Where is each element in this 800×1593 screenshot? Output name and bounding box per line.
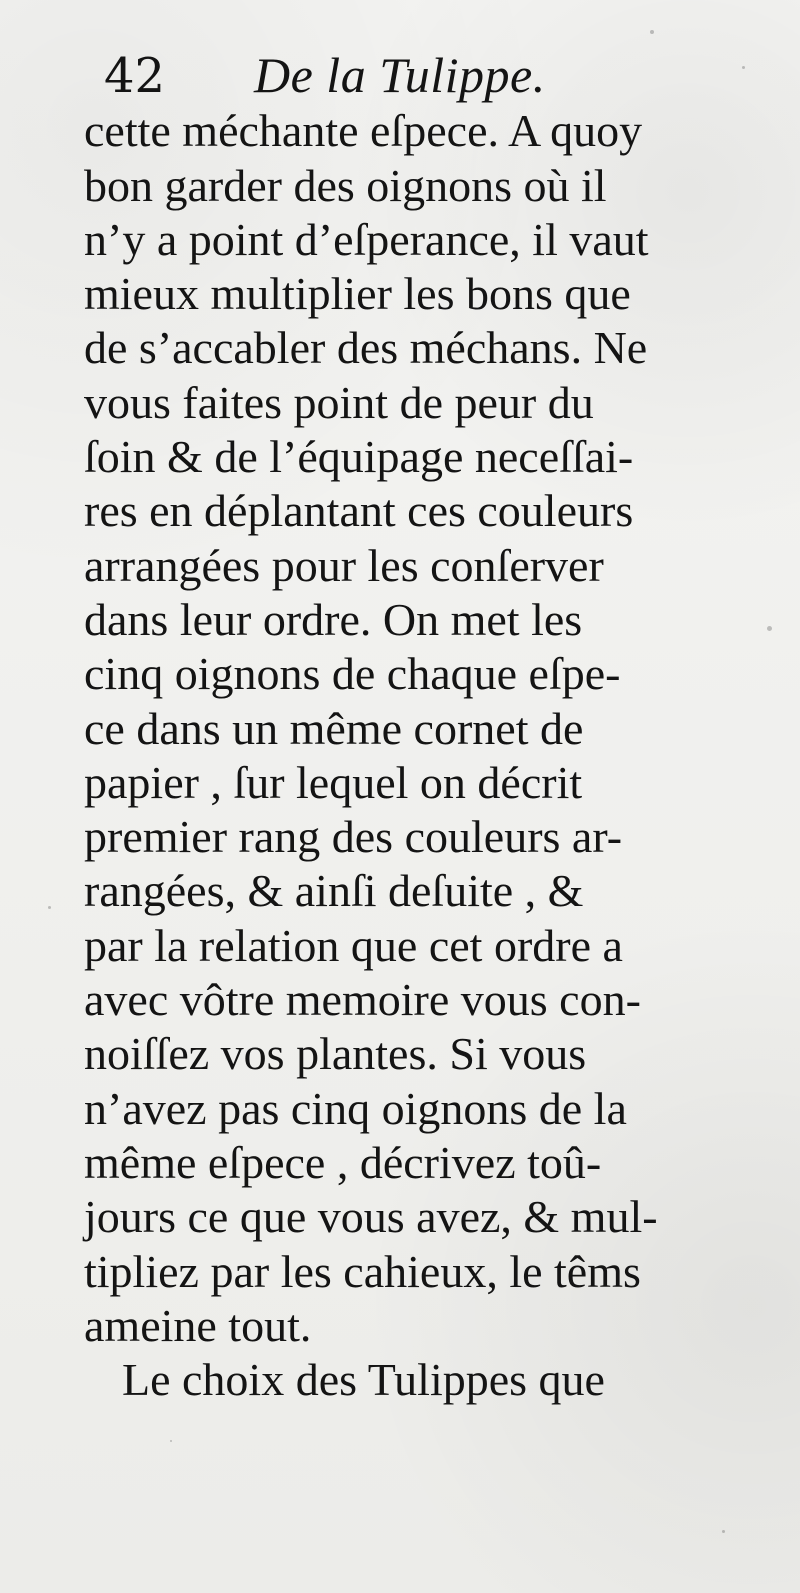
text-line bbox=[84, 154, 724, 211]
text-line bbox=[84, 1023, 724, 1080]
line-text: par la relation que cet ordre a bbox=[84, 919, 623, 971]
line-text: cinq oignons de chaque eſpe- bbox=[84, 648, 621, 700]
text-line bbox=[84, 426, 724, 483]
text-line bbox=[84, 480, 724, 537]
text-line bbox=[84, 643, 724, 700]
paper-speck bbox=[170, 1440, 172, 1442]
body-text bbox=[84, 100, 724, 1406]
line-text: rangées, & ainſi deſuite , & bbox=[84, 865, 584, 917]
line-text: noiſſez vos plantes. Si vous bbox=[84, 1028, 587, 1080]
paper-speck bbox=[48, 906, 51, 909]
paper-speck bbox=[767, 626, 772, 631]
line-text: dans leur ordre. On met les bbox=[84, 593, 583, 645]
text-line bbox=[84, 697, 724, 754]
line-text: premier rang des couleurs ar- bbox=[84, 811, 623, 863]
line-text: cette méchante eſpece. A quoy bbox=[84, 105, 643, 157]
text-line bbox=[84, 317, 724, 374]
line-text: bon garder des oignons où il bbox=[84, 159, 607, 211]
line-text: de s’accabler des méchans. Ne bbox=[84, 322, 648, 374]
line-text: n’avez pas cinq oignons de la bbox=[84, 1082, 627, 1134]
text-line bbox=[84, 752, 724, 806]
line-text: ameine tout. bbox=[84, 1299, 312, 1351]
line-text: res en déplantant ces couleurs bbox=[84, 485, 634, 537]
line-text: avec vôtre memoire vous con- bbox=[84, 974, 641, 1026]
text-line bbox=[84, 860, 724, 917]
paper-speck bbox=[722, 1530, 725, 1533]
line-text: n’y a point d’eſperance, il vaut bbox=[84, 213, 649, 265]
line-text: arrangées pour les conſerver bbox=[84, 539, 604, 591]
line-text: jours ce que vous avez, & mul- bbox=[84, 1191, 658, 1243]
text-line bbox=[84, 209, 724, 263]
paper-speck bbox=[650, 30, 654, 34]
text-line bbox=[84, 1240, 724, 1297]
line-text: mieux multiplier les bons que bbox=[84, 268, 631, 320]
page-number: 42 bbox=[104, 48, 166, 104]
line-text: ſoin & de l’équipage neceſſai- bbox=[84, 431, 634, 483]
text-line bbox=[84, 1295, 724, 1349]
text-line bbox=[84, 1186, 724, 1243]
line-text: vous faites point de peur du bbox=[84, 376, 594, 428]
text-line bbox=[84, 1349, 724, 1406]
line-text: tipliez par les cahieux, le têms bbox=[84, 1245, 641, 1297]
line-text: ce dans un même cornet de bbox=[84, 702, 584, 754]
text-line bbox=[84, 589, 724, 643]
text-line bbox=[84, 100, 724, 157]
line-text: papier , ſur lequel on décrit bbox=[84, 756, 583, 808]
text-line bbox=[84, 969, 724, 1026]
text-line bbox=[84, 534, 724, 591]
text-line bbox=[84, 806, 724, 863]
text-line bbox=[84, 263, 724, 320]
text-line bbox=[84, 914, 724, 971]
line-text: Le choix des Tulippes que bbox=[122, 1354, 605, 1406]
text-line bbox=[84, 371, 724, 428]
line-text: même eſpece , décrivez toû- bbox=[84, 1136, 602, 1188]
text-line bbox=[84, 1077, 724, 1134]
running-title: De la Tulippe. bbox=[254, 47, 546, 103]
paper-speck bbox=[742, 66, 745, 69]
text-line bbox=[84, 1132, 724, 1186]
